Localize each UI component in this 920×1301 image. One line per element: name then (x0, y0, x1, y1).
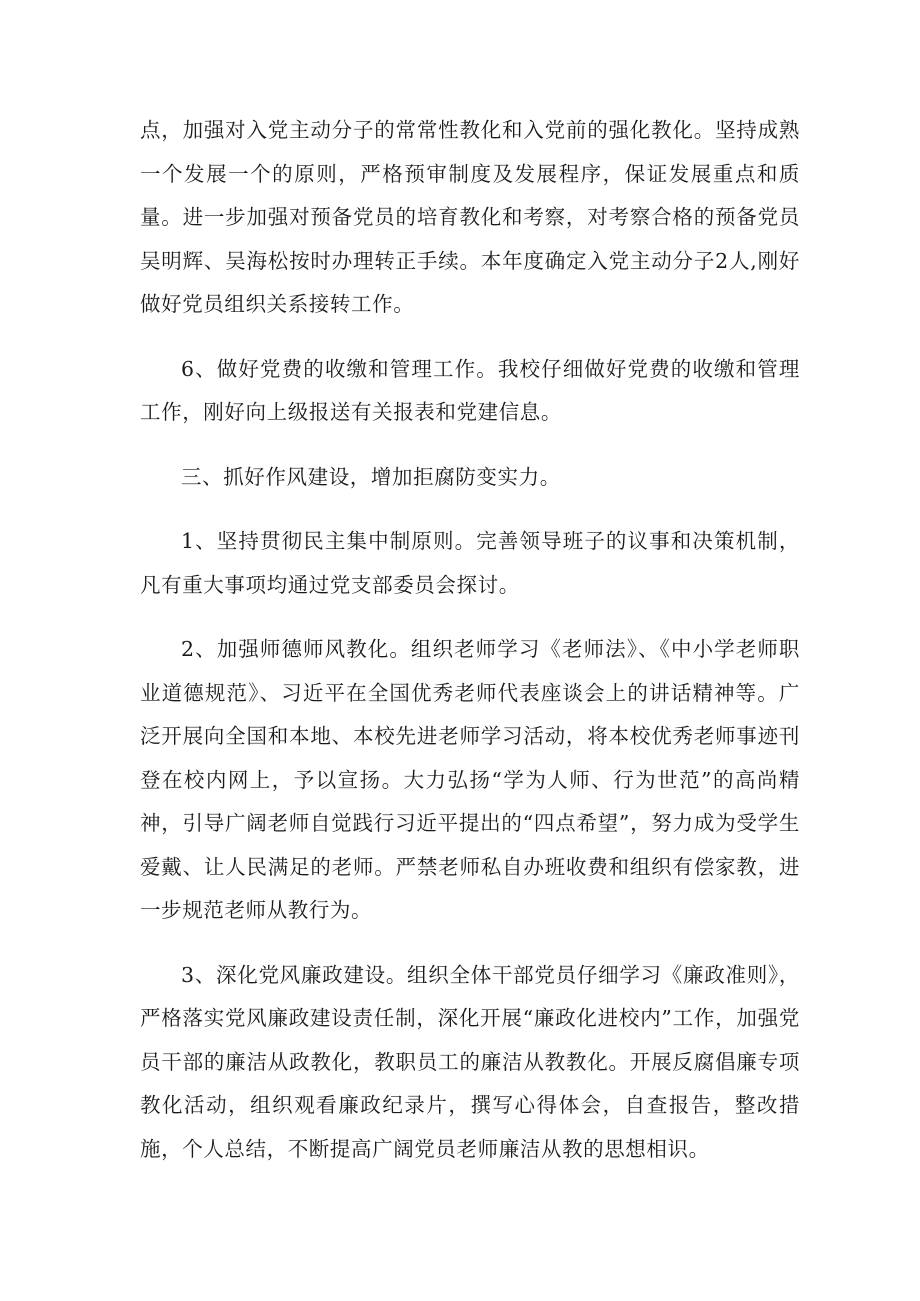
paragraph-party-dues: 6、做好党费的收缴和管理工作。我校仔细做好党费的收缴和管理工作，刚好向上级报送有关报表和党建信息。 (140, 356, 800, 424)
document-body (140, 109, 800, 1192)
paragraph-democratic-centralism: 1、坚持贯彻民主集中制原则。完善领导班子的议事和决策机制，凡有重大事项均通过党支部委员会探讨。 (140, 529, 800, 597)
section-heading-work-style: 三、抓好作风建设，增加拒腐防变实力。 (181, 464, 561, 489)
paragraph-teacher-ethics: 2、加强师德师风教化。组织老师学习《老师法》、《中小学老师职业道德规范》、习近平在全国优秀老师代表座谈会上的讲话精神等。广泛开展向全国和本地、本校先进老师学习活动，将本校优秀老师事迹刊登在校内网上，予以宣扬。大力弘扬“学为人师、行为世范”的高尚精神，引导广阔老师自觉践行习近平提出的“四点希望”，努力成为受学生爱戴、让人民满足的老师。严禁老师私自办班收费和组织有偿家教，进一步规范老师从教行为。 (140, 637, 800, 922)
paragraph-clean-government: 3、深化党风廉政建设。组织全体干部党员仔细学习《廉政准则》，严格落实党风廉政建设责任制，深化开展“廉政化进校内”工作，加强党员干部的廉洁从政教化，教职员工的廉洁从教教化。开展反腐倡廉专项教化活动，组织观看廉政纪录片，撰写心得体会，自查报告，整改措施，个人总结，不断提高广阔党员老师廉洁从教的思想相识。 (140, 962, 800, 1161)
paragraph-continuation: 点，加强对入党主动分子的常常性教化和入党前的强化教化。坚持成熟一个发展一个的原则，严格预审制度及发展程序，保证发展重点和质量。进一步加强对预备党员的培育教化和考察，对考察合格的预备党员吴明辉、吴海松按时办理转正手续。本年度确定入党主动分子2人,刚好做好党员组织关系接转工作。 (140, 118, 800, 316)
